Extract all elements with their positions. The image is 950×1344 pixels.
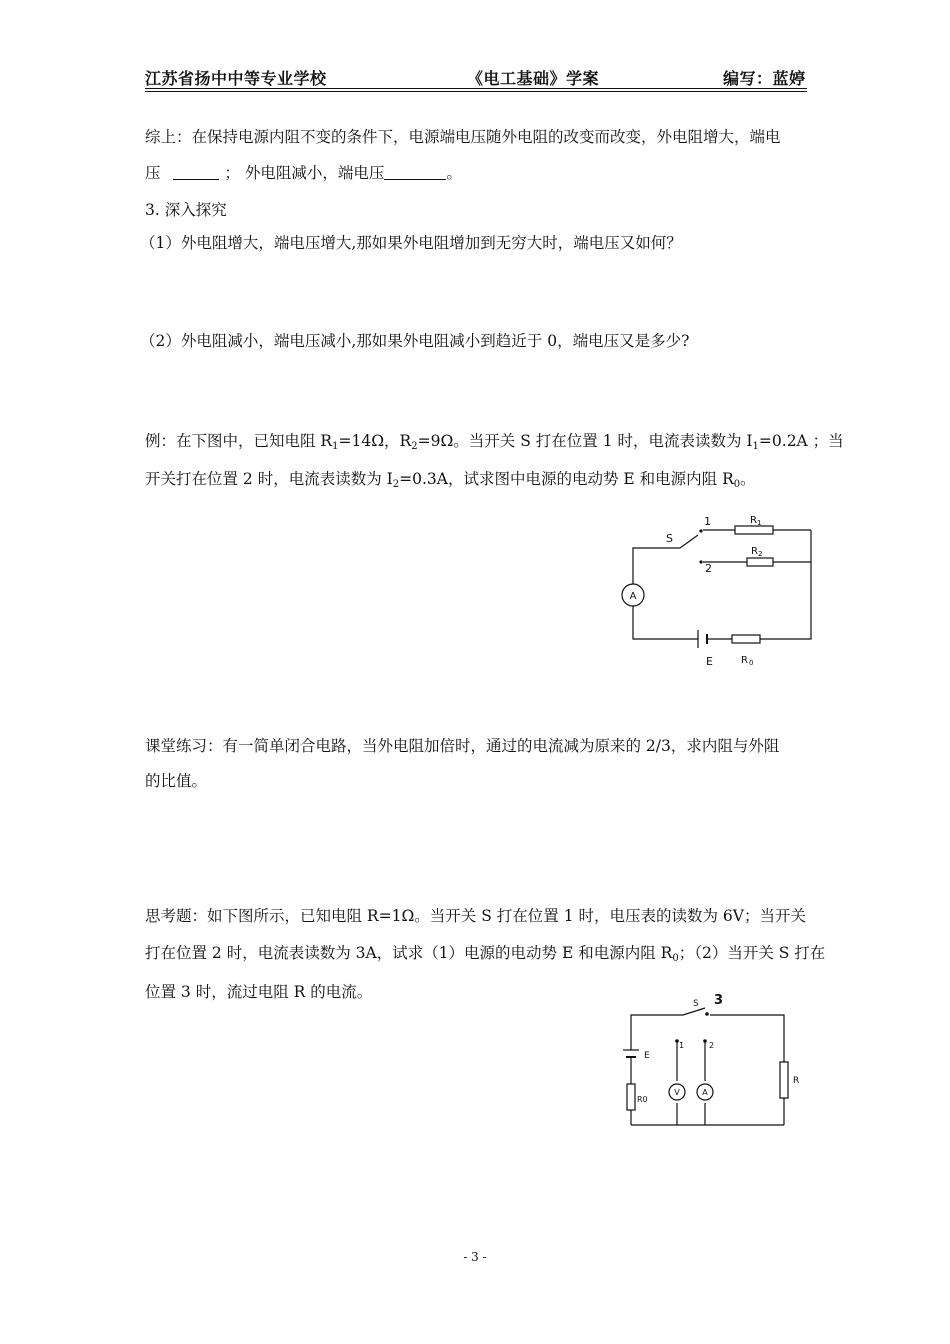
r0-label: R0: [637, 1095, 648, 1104]
practice-line-1: 课堂练习：有一简单闭合电路，当外电阻加倍时，通过的电流减为原来的 2/3，求内阻与外阻: [145, 737, 780, 755]
summary-line-2: [145, 163, 810, 183]
circuit-diagram-1: [610, 510, 825, 675]
wire: [633, 606, 698, 639]
wire: [760, 530, 811, 639]
resistor-r0: [627, 1084, 635, 1110]
r0-label: $R_0$: [741, 655, 754, 667]
example-text: =9Ω。当开关 S 打在位置 1 时，电流表读数为 I: [417, 432, 753, 450]
example-text: =0.3A，试求图中电源的电动势 E 和电源内阻 R: [399, 470, 734, 488]
page-number: - 3 -: [463, 1250, 487, 1264]
contact-3: [705, 1012, 709, 1016]
switch-blade: [680, 535, 698, 548]
r2-label: $R_2$: [751, 546, 763, 558]
thinking-line-1: 思考题：如下图所示，已知电阻 R=1Ω。当开关 S 打在位置 1 时，电压表的读数为 6V；当开关: [145, 907, 806, 925]
header-rule: [145, 88, 807, 89]
subscript: 0: [672, 953, 679, 964]
example-text: =14Ω，R: [338, 432, 412, 450]
contact-2: [703, 1039, 707, 1043]
resistor-r: [780, 1062, 788, 1098]
example-text: =0.2A ；当: [758, 432, 844, 450]
contact-2: [699, 560, 702, 563]
subscript: 2: [392, 479, 400, 490]
switch-label: S: [666, 532, 673, 545]
summary-text-a: 压: [145, 164, 161, 182]
summary-text-b: ； 外电阻减小，端电压: [224, 164, 385, 182]
summary-text-c: 。: [446, 164, 462, 182]
example-line-2: [145, 469, 810, 495]
wire: [710, 1015, 784, 1062]
example-line-1: [145, 431, 844, 457]
example-text: 。: [740, 470, 756, 488]
example-text: 例：在下图中，已知电阻 R: [145, 432, 333, 450]
position-3-label: 3: [714, 993, 724, 1008]
position-2-label: 2: [709, 1041, 715, 1050]
switch-label: S: [693, 999, 699, 1009]
header-author: 编写：蓝婷: [723, 69, 806, 88]
position-2-label: 2: [705, 562, 712, 575]
thinking-line-2: [145, 943, 826, 969]
header-school: 江苏省扬中中等专业学校: [145, 69, 327, 88]
subscript: 0: [733, 479, 741, 490]
thinking-text: ；（2）当开关 S 打在: [678, 944, 826, 962]
wire: [631, 1015, 683, 1050]
contact-1: [699, 529, 702, 532]
ammeter-label: A: [629, 591, 637, 602]
example-text: 开关打在位置 2 时，电流表读数为 I: [145, 470, 393, 488]
answer-blank-2[interactable]: [384, 165, 446, 180]
emf-label: E: [644, 1051, 650, 1061]
position-1-label: 1: [704, 515, 711, 528]
subscript: 1: [332, 441, 339, 452]
wire: [633, 548, 680, 584]
resistor-r2: [747, 558, 773, 566]
question-1: （1）外电阻增大，端电压增大,那如果外电阻增加到无穷大时，端电压又如何？: [140, 234, 682, 252]
header-course: 《电工基础》学案: [467, 69, 600, 88]
switch-blade: [683, 1008, 705, 1015]
section-3-title: 3. 深入探究: [145, 201, 227, 219]
subscript: 1: [752, 441, 759, 452]
circuit-diagram-2: [615, 992, 805, 1132]
r1-label: $R_1$: [750, 515, 762, 527]
summary-line-1: 综上：在保持电源内阻不变的条件下，电源端电压随外电阻的改变而改变，外电阻增大，端电: [145, 128, 781, 146]
question-2: （2）外电阻减小，端电压减小,那如果外电阻减小到趋近于 0，端电压又是多少?: [140, 332, 690, 350]
subscript: 2: [411, 441, 418, 452]
emf-label: E: [706, 655, 713, 668]
answer-blank-1[interactable]: [173, 165, 219, 180]
thinking-text: 打在位置 2 时，电流表读数为 3A，试求（1）电源的电动势 E 和电源内阻 R: [145, 944, 673, 962]
resistor-r0: [732, 635, 760, 643]
practice-line-2: 的比值。: [145, 772, 208, 790]
header-rule-thin: [145, 91, 807, 92]
thinking-line-3: 位置 3 时，流过电阻 R 的电流。: [145, 983, 373, 1001]
position-1-label: 1: [679, 1041, 685, 1050]
r-label: R: [793, 1076, 800, 1086]
ammeter-label: A: [702, 1088, 708, 1097]
resistor-r1: [735, 526, 773, 534]
voltmeter-label: V: [674, 1088, 680, 1097]
